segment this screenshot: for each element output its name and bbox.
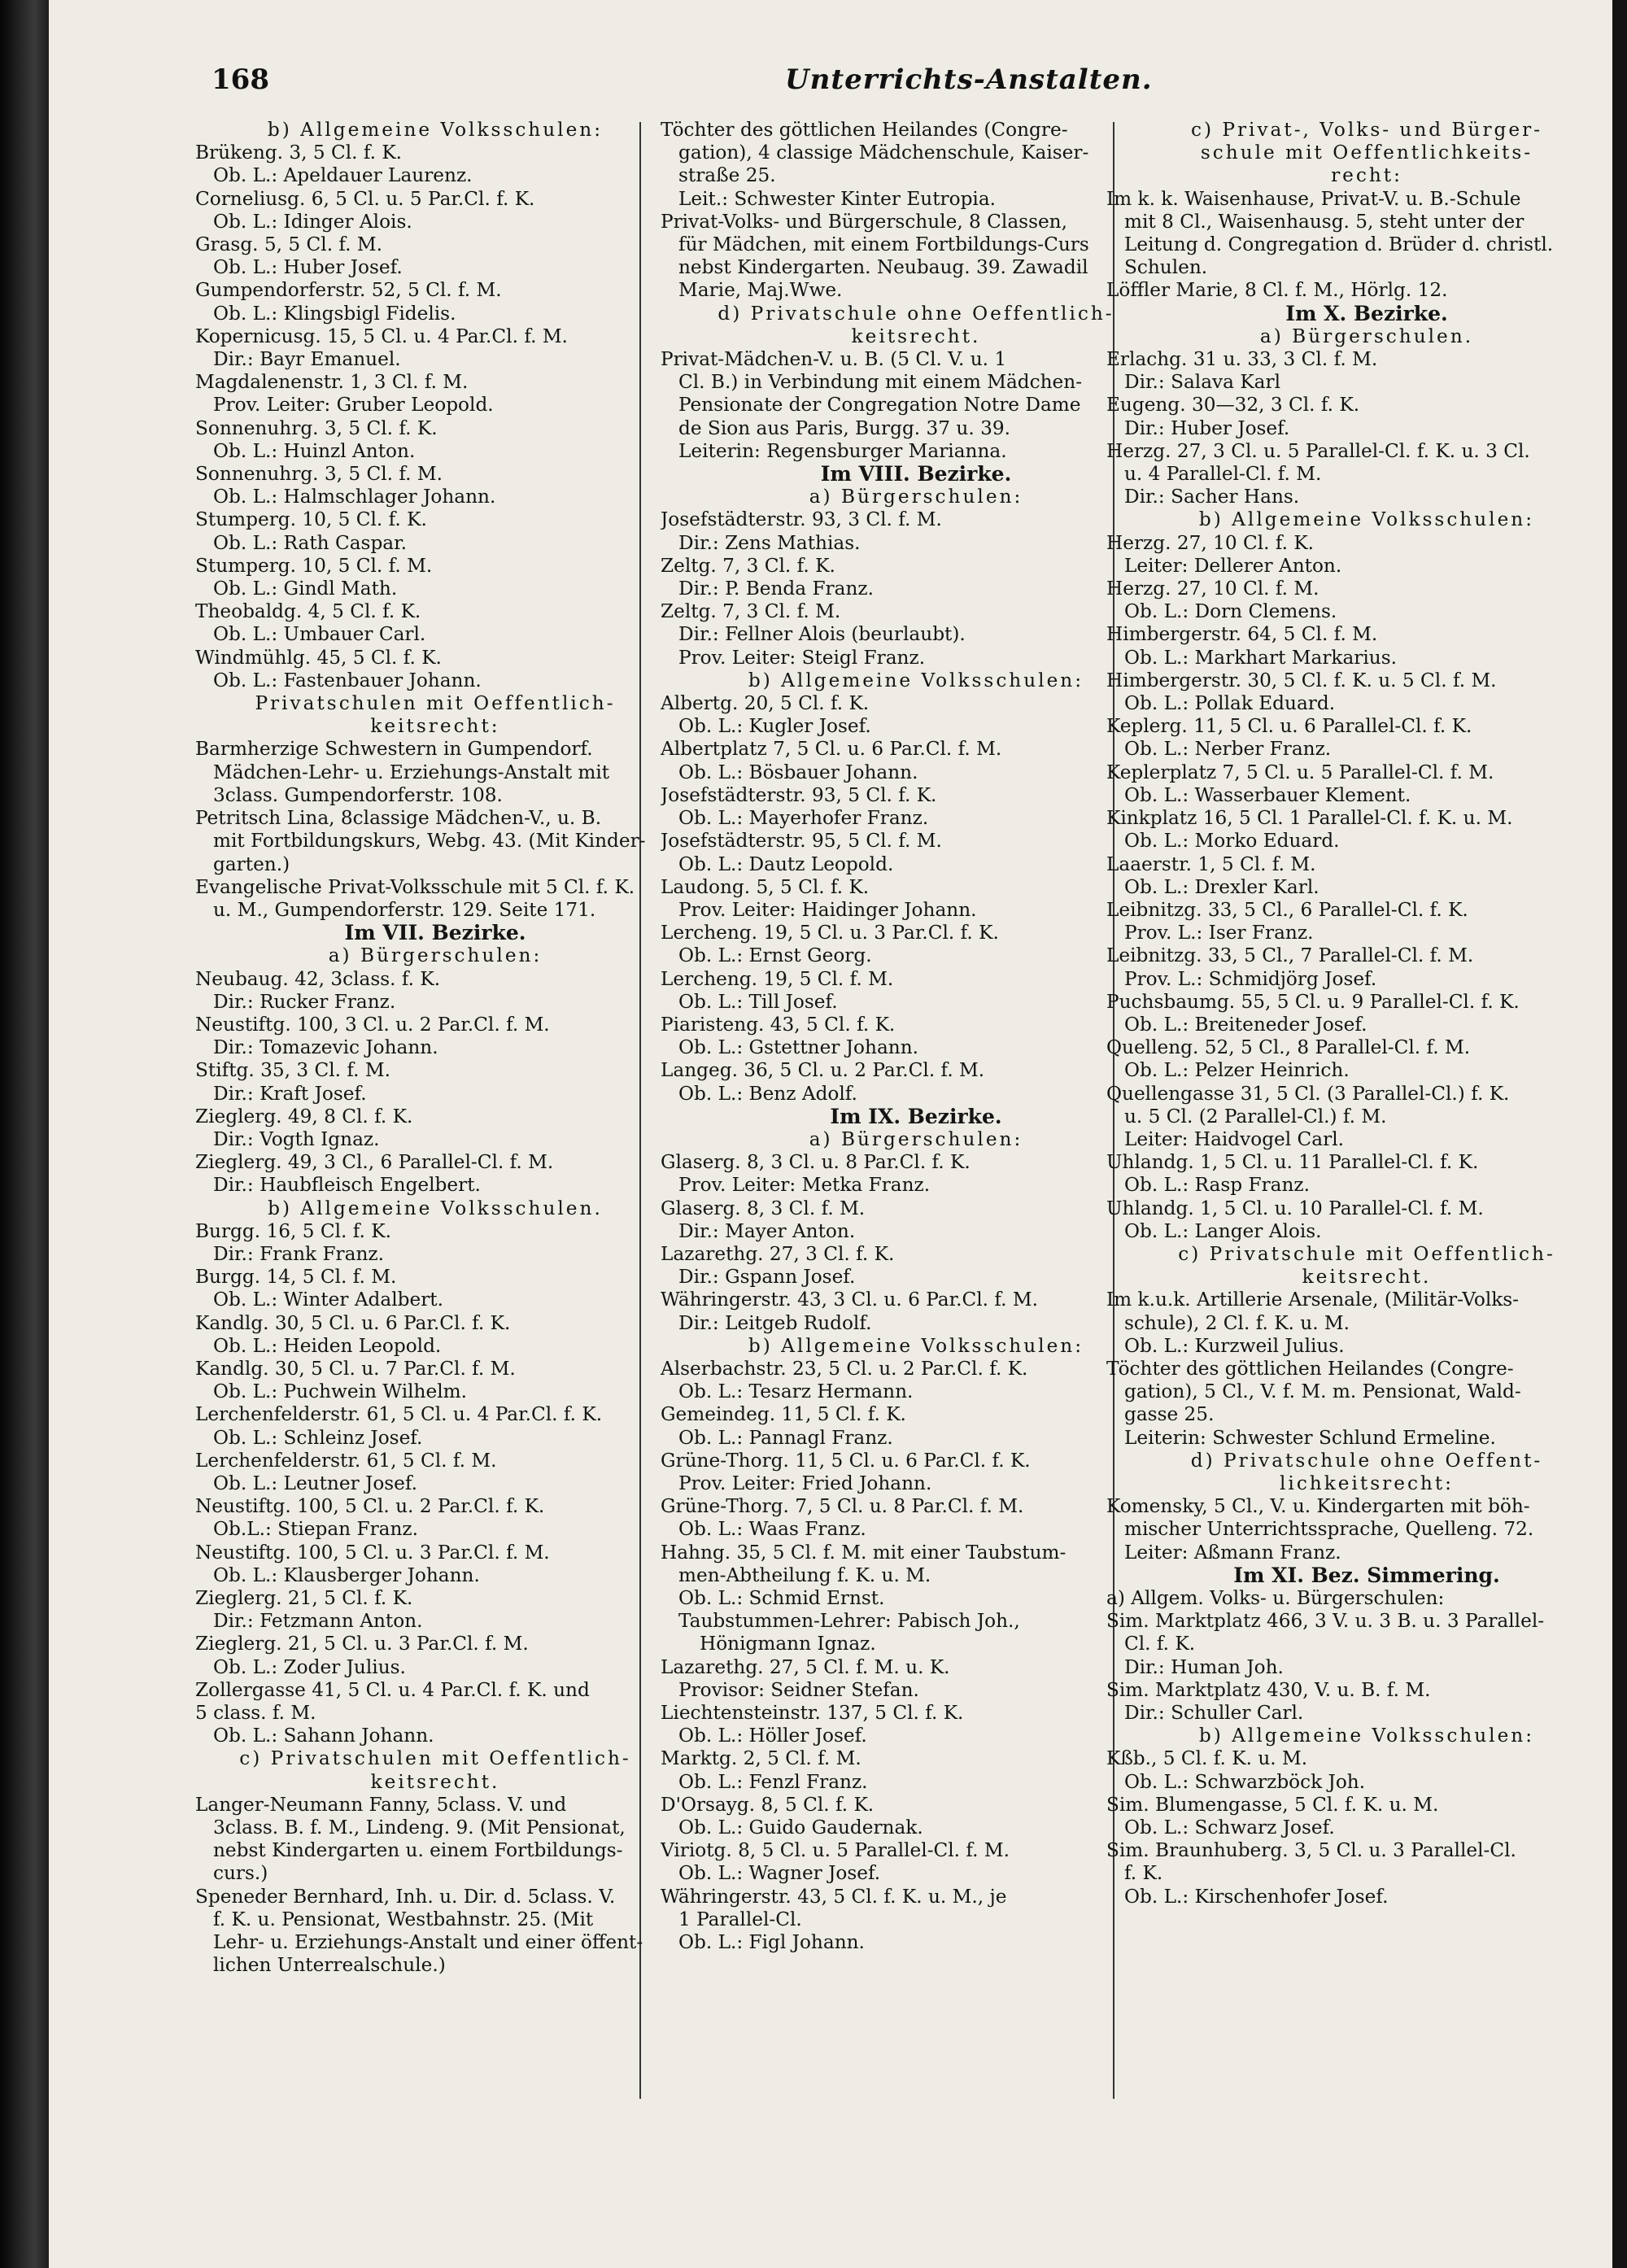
entry-detail: Dir.: Zens Mathias.	[678, 531, 861, 554]
school-entry: Herzg. 27, 10 Cl. f. M.	[1106, 578, 1319, 600]
section-heading: b) Allgemeine Volksschulen:	[748, 1334, 1084, 1357]
school-entry: Josefstädterstr. 95, 5 Cl. f. M.	[661, 830, 942, 853]
school-entry: Albertg. 20, 5 Cl. f. K.	[661, 692, 870, 715]
school-entry: 5 class. f. M.	[195, 1702, 316, 1725]
entry-detail: Dir.: P. Benda Franz.	[678, 578, 874, 600]
entry-detail: nebst Kindergarten u. einem Fortbildungs-	[213, 1839, 623, 1862]
entry-detail: garten.)	[213, 853, 290, 875]
school-entry: Laaerstr. 1, 5 Cl. f. M.	[1106, 853, 1316, 875]
school-entry: Sim. Blumengasse, 5 Cl. f. K. u. M.	[1106, 1793, 1439, 1816]
entry-detail: Ob. L.: Höller Josef.	[678, 1725, 867, 1747]
school-entry: Sim. Marktplatz 466, 3 V. u. 3 B. u. 3 Parallel-	[1106, 1610, 1545, 1633]
entry-detail: Dir.: Huber Josef.	[1124, 417, 1290, 439]
school-entry: Uhlandg. 1, 5 Cl. u. 11 Parallel-Cl. f. K.	[1106, 1151, 1479, 1174]
school-entry: Kandlg. 30, 5 Cl. u. 7 Par.Cl. f. M.	[195, 1357, 516, 1380]
school-entry: Alserbachstr. 23, 5 Cl. u. 2 Par.Cl. f. K.	[661, 1357, 1028, 1380]
entry-detail: Ob. L.: Fastenbauer Johann.	[213, 669, 482, 691]
school-entry: Zieglerg. 49, 8 Cl. f. K.	[195, 1105, 413, 1127]
district-heading: Im VII. Bezirke.	[344, 922, 526, 945]
school-entry: Sim. Marktplatz 430, V. u. B. f. M.	[1106, 1678, 1431, 1701]
section-heading: a) Bürgerschulen:	[328, 944, 543, 967]
school-entry: Privat-Mädchen-V. u. B. (5 Cl. V. u. 1	[661, 348, 1007, 371]
school-entry: Langeg. 36, 5 Cl. u. 2 Par.Cl. f. M.	[661, 1059, 985, 1082]
entry-detail: Ob. L.: Klingsbigl Fidelis.	[213, 302, 456, 325]
school-entry: Himbergerstr. 64, 5 Cl. f. M.	[1106, 623, 1378, 646]
entry-detail: Ob. L.: Drexler Karl.	[1124, 875, 1319, 898]
entry-detail: de Sion aus Paris, Burgg. 37 u. 39.	[678, 417, 1010, 439]
entry-detail: Prov. Leiter: Haidinger Johann.	[678, 898, 977, 921]
entry-detail: Lehr- u. Erziehungs-Anstalt und einer öffent-	[213, 1931, 643, 1954]
entry-detail: Cl. B.) in Verbindung mit einem Mädchen-	[678, 371, 1083, 394]
entry-detail: u. M., Gumpendorferstr. 129. Seite 171.	[213, 898, 596, 921]
entry-detail: gation), 5 Cl., V. f. M. m. Pensionat, Wald-	[1124, 1380, 1521, 1403]
entry-detail: Ob. L.: Langer Alois.	[1124, 1219, 1322, 1242]
school-entry: Lerchenfelderstr. 61, 5 Cl. f. M.	[195, 1449, 497, 1472]
entry-detail: Dir.: Human Joh.	[1124, 1655, 1284, 1678]
entry-detail: Schulen.	[1124, 256, 1208, 279]
entry-detail: Ob. L.: Winter Adalbert.	[213, 1289, 443, 1311]
school-entry: Zieglerg. 21, 5 Cl. f. K.	[195, 1587, 413, 1609]
school-entry: Piaristeng. 43, 5 Cl. f. K.	[661, 1013, 896, 1036]
school-entry: Zieglerg. 21, 5 Cl. u. 3 Par.Cl. f. M.	[195, 1633, 529, 1655]
entry-detail: Dir.: Frank Franz.	[213, 1242, 384, 1265]
school-entry: Kandlg. 30, 5 Cl. u. 6 Par.Cl. f. K.	[195, 1311, 511, 1334]
entry-detail: Dir.: Sacher Hans.	[1124, 486, 1300, 508]
district-heading: Im XI. Bez. Simmering.	[1233, 1564, 1500, 1587]
entry-detail: Ob. L.: Morko Eduard.	[1124, 830, 1340, 853]
entry-detail: für Mädchen, mit einem Fortbildungs-Curs	[678, 233, 1089, 256]
entry-detail: Dir.: Rucker Franz.	[213, 990, 396, 1013]
school-entry: Kinkplatz 16, 5 Cl. 1 Parallel-Cl. f. K. u. M.	[1106, 807, 1513, 830]
entry-detail: nebst Kindergarten. Neubaug. 39. Zawadil	[678, 256, 1088, 279]
school-entry: Neustiftg. 100, 5 Cl. u. 2 Par.Cl. f. K.	[195, 1495, 545, 1518]
section-heading: b) Allgemeine Volksschulen:	[1198, 508, 1535, 531]
school-entry: Währingerstr. 43, 5 Cl. f. K. u. M., je	[661, 1885, 1007, 1908]
entry-detail: Leiterin: Schwester Schlund Ermeline.	[1124, 1426, 1496, 1449]
entry-detail: u. 5 Cl. (2 Parallel-Cl.) f. M.	[1124, 1105, 1387, 1127]
school-entry: Komensky, 5 Cl., V. u. Kindergarten mit böh-	[1106, 1495, 1530, 1518]
school-entry: Privat-Volks- und Bürgerschule, 8 Classen,	[661, 210, 1067, 233]
entry-detail: Ob. L.: Wagner Josef.	[678, 1862, 881, 1885]
school-entry: Stumperg. 10, 5 Cl. f. M.	[195, 554, 433, 577]
school-entry: Gumpendorferstr. 52, 5 Cl. f. M.	[195, 279, 502, 302]
school-entry: Stiftg. 35, 3 Cl. f. M.	[195, 1059, 390, 1082]
school-entry: Evangelische Privat-Volksschule mit 5 Cl. f. K.	[195, 875, 635, 898]
entry-detail: Dir.: Fetzmann Anton.	[213, 1610, 423, 1633]
entry-detail: Prov. Leiter: Steigl Franz.	[678, 646, 926, 669]
section-heading: keitsrecht.	[1302, 1266, 1432, 1289]
entry-detail: Hönigmann Ignaz.	[700, 1633, 876, 1655]
school-entry: Glaserg. 8, 3 Cl. u. 8 Par.Cl. f. K.	[661, 1151, 971, 1174]
entry-detail: Dir.: Gspann Josef.	[678, 1266, 856, 1289]
school-entry: Eugeng. 30—32, 3 Cl. f. K.	[1106, 394, 1360, 417]
school-entry: Währingerstr. 43, 3 Cl. u. 6 Par.Cl. f. M.	[661, 1289, 1039, 1311]
school-entry: Keplerg. 11, 5 Cl. u. 6 Parallel-Cl. f. K.	[1106, 715, 1472, 738]
entry-detail: Dir.: Salava Karl	[1124, 371, 1280, 394]
school-entry: Erlachg. 31 u. 33, 3 Cl. f. M.	[1106, 348, 1378, 371]
school-entry: Herzg. 27, 10 Cl. f. K.	[1106, 531, 1315, 554]
school-entry: Speneder Bernhard, Inh. u. Dir. d. 5class. V.	[195, 1885, 616, 1908]
district-heading: Im IX. Bezirke.	[830, 1105, 1002, 1128]
right-column	[1106, 119, 1612, 2201]
school-entry: Laudong. 5, 5 Cl. f. K.	[661, 875, 870, 898]
entry-detail: Leiter: Aßmann Franz.	[1124, 1541, 1341, 1564]
entry-detail: Ob. L.: Leutner Josef.	[213, 1472, 418, 1494]
entry-detail: mit 8 Cl., Waisenhausg. 5, steht unter der	[1124, 210, 1524, 233]
entry-detail: Ob. L.: Markhart Markarius.	[1124, 646, 1398, 669]
entry-detail: Ob. L.: Apeldauer Laurenz.	[213, 164, 473, 187]
page-title: Unterrichts-Anstalten.	[785, 63, 1153, 96]
entry-detail: 1 Parallel-Cl.	[678, 1908, 802, 1930]
entry-detail: Prov. L.: Schmidjörg Josef.	[1124, 967, 1377, 990]
school-entry: Keplerplatz 7, 5 Cl. u. 5 Parallel-Cl. f. M.	[1106, 761, 1494, 783]
entry-detail: Leit.: Schwester Kinter Eutropia.	[678, 187, 997, 210]
entry-detail: Ob. L.: Figl Johann.	[678, 1931, 865, 1954]
entry-detail: Ob. L.: Puchwein Wilhelm.	[213, 1380, 467, 1403]
entry-detail: Ob. L.: Heiden Leopold.	[213, 1334, 442, 1357]
school-entry: Quellengasse 31, 5 Cl. (3 Parallel-Cl.) f. K.	[1106, 1082, 1510, 1105]
school-entry: Zieglerg. 49, 3 Cl., 6 Parallel-Cl. f. M.	[195, 1151, 554, 1174]
school-entry: Burgg. 14, 5 Cl. f. M.	[195, 1266, 397, 1289]
section-heading: keitsrecht.	[370, 1770, 500, 1793]
entry-detail: Ob. L.: Dautz Leopold.	[678, 853, 894, 875]
entry-detail: Dir.: Haubfleisch Engelbert.	[213, 1174, 481, 1197]
section-heading: d) Privatschule ohne Oeffentlich-	[718, 302, 1114, 325]
school-entry: Zeltg. 7, 3 Cl. f. M.	[661, 600, 841, 623]
entry-detail: Ob. L.: Schleinz Josef.	[213, 1426, 423, 1449]
entry-detail: Ob. L.: Klausberger Johann.	[213, 1564, 480, 1586]
entry-detail: men-Abtheilung f. K. u. M.	[678, 1564, 931, 1586]
entry-detail: Ob. L.: Waas Franz.	[678, 1518, 866, 1541]
entry-detail: Ob. L.: Huber Josef.	[213, 256, 403, 279]
entry-detail: Dir.: Tomazevic Johann.	[213, 1036, 438, 1059]
school-entry: Zollergasse 41, 5 Cl. u. 4 Par.Cl. f. K. und	[195, 1678, 590, 1701]
entry-detail: Ob. L.: Tesarz Hermann.	[678, 1380, 914, 1403]
school-entry: Theobaldg. 4, 5 Cl. f. K.	[195, 600, 421, 623]
entry-detail: Ob.L.: Stiepan Franz.	[213, 1518, 419, 1541]
entry-detail: Ob. L.: Sahann Johann.	[213, 1725, 434, 1747]
entry-detail: Leiter: Haidvogel Carl.	[1124, 1127, 1344, 1150]
school-entry: Himbergerstr. 30, 5 Cl. f. K. u. 5 Cl. f. M.	[1106, 669, 1497, 691]
entry-detail: Ob. L.: Wasserbauer Klement.	[1124, 783, 1411, 806]
entry-detail: Ob. L.: Schwarzböck Joh.	[1124, 1770, 1366, 1793]
entry-detail: Ob. L.: Dorn Clemens.	[1124, 600, 1337, 623]
school-entry: Löffler Marie, 8 Cl. f. M., Hörlg. 12.	[1106, 279, 1448, 302]
school-entry: Magdalenenstr. 1, 3 Cl. f. M.	[195, 371, 469, 394]
entry-detail: Ob. L.: Kurzweil Julius.	[1124, 1334, 1345, 1357]
entry-detail: schule), 2 Cl. f. K. u. M.	[1124, 1311, 1350, 1334]
entry-detail: Ob. L.: Gstettner Johann.	[678, 1036, 919, 1059]
section-heading: recht:	[1331, 164, 1402, 187]
school-entry: Josefstädterstr. 93, 5 Cl. f. K.	[661, 783, 937, 806]
school-entry: Glaserg. 8, 3 Cl. f. M.	[661, 1197, 866, 1219]
school-entry: Brükeng. 3, 5 Cl. f. K.	[195, 142, 403, 164]
entry-detail: Ob. L.: Kugler Josef.	[678, 715, 871, 738]
school-entry: D'Orsayg. 8, 5 Cl. f. K.	[661, 1793, 875, 1816]
entry-detail: lichen Unterrealschule.)	[213, 1954, 446, 1977]
district-heading: Im X. Bezirke.	[1285, 302, 1448, 325]
school-entry: Lerchenfelderstr. 61, 5 Cl. u. 4 Par.Cl. f. K.	[195, 1403, 603, 1426]
entry-detail: Ob. L.: Pannagl Franz.	[678, 1426, 893, 1449]
section-heading: a) Bürgerschulen:	[809, 1127, 1023, 1150]
entry-detail: Mädchen-Lehr- u. Erziehungs-Anstalt mit	[213, 761, 610, 783]
entry-detail: Dir.: Bayr Emanuel.	[213, 348, 401, 371]
entry-detail: gation), 4 classige Mädchenschule, Kaiser-	[678, 142, 1089, 164]
entry-detail: Ob. L.: Halmschlager Johann.	[213, 486, 496, 508]
school-entry: Quelleng. 52, 5 Cl., 8 Parallel-Cl. f. M.	[1106, 1036, 1471, 1059]
entry-detail: Prov. Leiter: Metka Franz.	[678, 1174, 931, 1197]
section-heading: d) Privatschule ohne Oeffent-	[1190, 1449, 1543, 1472]
district-heading: Im VIII. Bezirke.	[820, 463, 1012, 486]
book-page	[49, 0, 1612, 2268]
school-entry: Zeltg. 7, 3 Cl. f. K.	[661, 554, 835, 577]
school-entry: Herzg. 27, 3 Cl. u. 5 Parallel-Cl. f. K. u. 3 Cl.	[1106, 439, 1530, 462]
entry-detail: Ob. L.: Mayerhofer Franz.	[678, 807, 929, 830]
entry-detail: curs.)	[213, 1862, 268, 1885]
entry-detail: Ob. L.: Gindl Math.	[213, 578, 398, 600]
school-entry: Neustiftg. 100, 3 Cl. u. 2 Par.Cl. f. M.	[195, 1013, 550, 1036]
section-heading: c) Privatschulen mit Oeffentlich-	[239, 1747, 631, 1770]
school-entry: Uhlandg. 1, 5 Cl. u. 10 Parallel-Cl. f. M.	[1106, 1197, 1484, 1219]
school-entry: Leibnitzg. 33, 5 Cl., 7 Parallel-Cl. f. M.	[1106, 944, 1474, 967]
section-heading: lichkeitsrecht:	[1279, 1472, 1454, 1494]
school-entry: Neubaug. 42, 3class. f. K.	[195, 967, 441, 990]
entry-detail: Dir.: Fellner Alois (beurlaubt).	[678, 623, 966, 646]
school-entry: Hahng. 35, 5 Cl. f. M. mit einer Taubstum-	[661, 1541, 1066, 1564]
entry-detail: mit Fortbildungskurs, Webg. 43. (Mit Kinder-	[213, 830, 646, 853]
entry-detail: Ob. L.: Nerber Franz.	[1124, 738, 1332, 761]
entry-detail: Ob. L.: Idinger Alois.	[213, 210, 412, 233]
school-entry: Albertplatz 7, 5 Cl. u. 6 Par.Cl. f. M.	[661, 738, 1002, 761]
entry-detail: Provisor: Seidner Stefan.	[678, 1678, 919, 1701]
school-entry: Marktg. 2, 5 Cl. f. M.	[661, 1747, 861, 1770]
entry-detail: Ob. L.: Fenzl Franz.	[678, 1770, 868, 1793]
entry-detail: 3class. B. f. M., Lindeng. 9. (Mit Pensionat,	[213, 1817, 626, 1839]
entry-detail: Ob. L.: Rasp Franz.	[1124, 1174, 1310, 1197]
entry-detail: Pensionate der Congregation Notre Dame	[678, 394, 1081, 417]
entry-detail: Ob. L.: Breiteneder Josef.	[1124, 1013, 1367, 1036]
section-heading: a) Bürgerschulen.	[1259, 325, 1474, 347]
entry-detail: gasse 25.	[1124, 1403, 1215, 1426]
school-entry: Sim. Braunhuberg. 3, 5 Cl. u. 3 Parallel-Cl.	[1106, 1839, 1516, 1862]
entry-detail: Dir.: Vogth Ignaz.	[213, 1127, 380, 1150]
school-entry: Grüne-Thorg. 11, 5 Cl. u. 6 Par.Cl. f. K.	[661, 1449, 1031, 1472]
entry-detail: Prov. Leiter: Fried Johann.	[678, 1472, 932, 1494]
entry-detail: Ob. L.: Rath Caspar.	[213, 531, 408, 554]
entry-detail: f. K.	[1124, 1862, 1163, 1885]
section-heading: b) Allgemeine Volksschulen.	[268, 1197, 603, 1219]
school-entry: Kopernicusg. 15, 5 Cl. u. 4 Par.Cl. f. M.	[195, 325, 568, 347]
middle-column	[661, 119, 1171, 2201]
entry-detail: Leitung d. Congregation d. Brüder d. christl.	[1124, 233, 1554, 256]
entry-detail: Leiterin: Regensburger Marianna.	[678, 439, 1007, 462]
school-entry: Töchter des göttlichen Heilandes (Congre-	[661, 119, 1068, 141]
school-entry: Liechtensteinstr. 137, 5 Cl. f. K.	[661, 1702, 964, 1725]
school-entry: Petritsch Lina, 8classige Mädchen-V., u. B.	[195, 807, 602, 830]
entry-detail: Ob. L.: Huinzl Anton.	[213, 439, 416, 462]
school-entry: Leibnitzg. 33, 5 Cl., 6 Parallel-Cl. f. K.	[1106, 898, 1468, 921]
section-heading: a) Bürgerschulen:	[809, 486, 1023, 508]
entry-detail: Ob. L.: Bösbauer Johann.	[678, 761, 918, 783]
school-entry: Stumperg. 10, 5 Cl. f. K.	[195, 508, 427, 531]
section-heading: Privatschulen mit Oeffentlich-	[255, 692, 616, 715]
school-entry: Gemeindeg. 11, 5 Cl. f. K.	[661, 1403, 906, 1426]
school-entry: Barmherzige Schwestern in Gumpendorf.	[195, 738, 593, 761]
entry-detail: Ob. L.: Ernst Georg.	[678, 944, 872, 967]
school-entry: Töchter des göttlichen Heilandes (Congre-	[1106, 1357, 1514, 1380]
school-entry: Kßb., 5 Cl. f. K. u. M.	[1106, 1747, 1308, 1770]
school-entry: Josefstädterstr. 93, 3 Cl. f. M.	[661, 508, 942, 531]
left-column	[195, 119, 675, 2201]
school-entry: Sonnenuhrg. 3, 5 Cl. f. K.	[195, 417, 438, 439]
school-entry: Neustiftg. 100, 5 Cl. u. 3 Par.Cl. f. M.	[195, 1541, 550, 1564]
entry-detail: Taubstummen-Lehrer: Pabisch Joh.,	[678, 1610, 1020, 1633]
entry-detail: Cl. f. K.	[1124, 1633, 1196, 1655]
school-entry: Sonnenuhrg. 3, 5 Cl. f. M.	[195, 463, 443, 486]
section-heading: keitsrecht.	[851, 325, 981, 347]
entry-detail: Marie, Maj.Wwe.	[678, 279, 843, 302]
section-heading: b) Allgemeine Volksschulen:	[748, 669, 1084, 691]
entry-detail: Prov. L.: Iser Franz.	[1124, 922, 1314, 944]
school-entry: Langer-Neumann Fanny, 5class. V. und	[195, 1793, 567, 1816]
section-heading: schule mit Oeffentlichkeits-	[1200, 142, 1533, 164]
entry-detail: straße 25.	[678, 164, 776, 187]
entry-detail: Ob. L.: Kirschenhofer Josef.	[1124, 1885, 1389, 1908]
entry-detail: Dir.: Schuller Carl.	[1124, 1702, 1304, 1725]
school-entry: Viriotg. 8, 5 Cl. u. 5 Parallel-Cl. f. M.	[661, 1839, 1010, 1862]
book-spine-shadow	[0, 0, 49, 2268]
school-entry: Corneliusg. 6, 5 Cl. u. 5 Par.Cl. f. K.	[195, 187, 535, 210]
school-entry: Grüne-Thorg. 7, 5 Cl. u. 8 Par.Cl. f. M.	[661, 1495, 1024, 1518]
section-heading: c) Privat-, Volks- und Bürger-	[1190, 119, 1543, 141]
entry-detail: Ob. L.: Guido Gaudernak.	[678, 1817, 923, 1839]
school-entry: Windmühlg. 45, 5 Cl. f. K.	[195, 646, 442, 669]
school-entry: a) Allgem. Volks- u. Bürgerschulen:	[1106, 1587, 1445, 1609]
entry-detail: Ob. L.: Zoder Julius.	[213, 1655, 406, 1678]
school-entry: Lazarethg. 27, 3 Cl. f. K.	[661, 1242, 895, 1265]
entry-detail: Dir.: Mayer Anton.	[678, 1219, 856, 1242]
page-number: 168	[212, 63, 269, 96]
page-header	[49, 63, 1612, 112]
entry-detail: Dir.: Leitgeb Rudolf.	[678, 1311, 872, 1334]
school-entry: Grasg. 5, 5 Cl. f. M.	[195, 233, 383, 256]
section-heading: keitsrecht:	[370, 715, 500, 738]
school-entry: Lercheng. 19, 5 Cl. u. 3 Par.Cl. f. K.	[661, 922, 999, 944]
school-entry: Lercheng. 19, 5 Cl. f. M.	[661, 967, 894, 990]
entry-detail: Dir.: Kraft Josef.	[213, 1082, 367, 1105]
entry-detail: Ob. L.: Pollak Eduard.	[1124, 692, 1336, 715]
school-entry: Im k.u.k. Artillerie Arsenale, (Militär-Volks-	[1106, 1289, 1520, 1311]
entry-detail: Leiter: Dellerer Anton.	[1124, 554, 1342, 577]
section-heading: b) Allgemeine Volksschulen:	[267, 119, 604, 141]
school-entry: Im k. k. Waisenhause, Privat-V. u. B.-Schule	[1106, 187, 1521, 210]
section-heading: b) Allgemeine Volksschulen:	[1198, 1725, 1535, 1747]
school-entry: Lazarethg. 27, 5 Cl. f. M. u. K.	[661, 1655, 950, 1678]
entry-detail: u. 4 Parallel-Cl. f. M.	[1124, 463, 1322, 486]
entry-detail: mischer Unterrichtssprache, Quelleng. 72.	[1124, 1518, 1534, 1541]
school-entry: Puchsbaumg. 55, 5 Cl. u. 9 Parallel-Cl. f. K.	[1106, 990, 1520, 1013]
entry-detail: Ob. L.: Schwarz Josef.	[1124, 1817, 1335, 1839]
entry-detail: Ob. L.: Pelzer Heinrich.	[1124, 1059, 1350, 1082]
entry-detail: Ob. L.: Till Josef.	[678, 990, 838, 1013]
entry-detail: Ob. L.: Umbauer Carl.	[213, 623, 426, 646]
section-heading: c) Privatschule mit Oeffentlich-	[1178, 1242, 1555, 1265]
entry-detail: f. K. u. Pensionat, Westbahnstr. 25. (Mit	[213, 1908, 594, 1930]
entry-detail: 3class. Gumpendorferstr. 108.	[213, 783, 503, 806]
entry-detail: Prov. Leiter: Gruber Leopold.	[213, 394, 494, 417]
entry-detail: Ob. L.: Schmid Ernst.	[678, 1587, 885, 1609]
entry-detail: Ob. L.: Benz Adolf.	[678, 1082, 857, 1105]
school-entry: Burgg. 16, 5 Cl. f. K.	[195, 1219, 391, 1242]
